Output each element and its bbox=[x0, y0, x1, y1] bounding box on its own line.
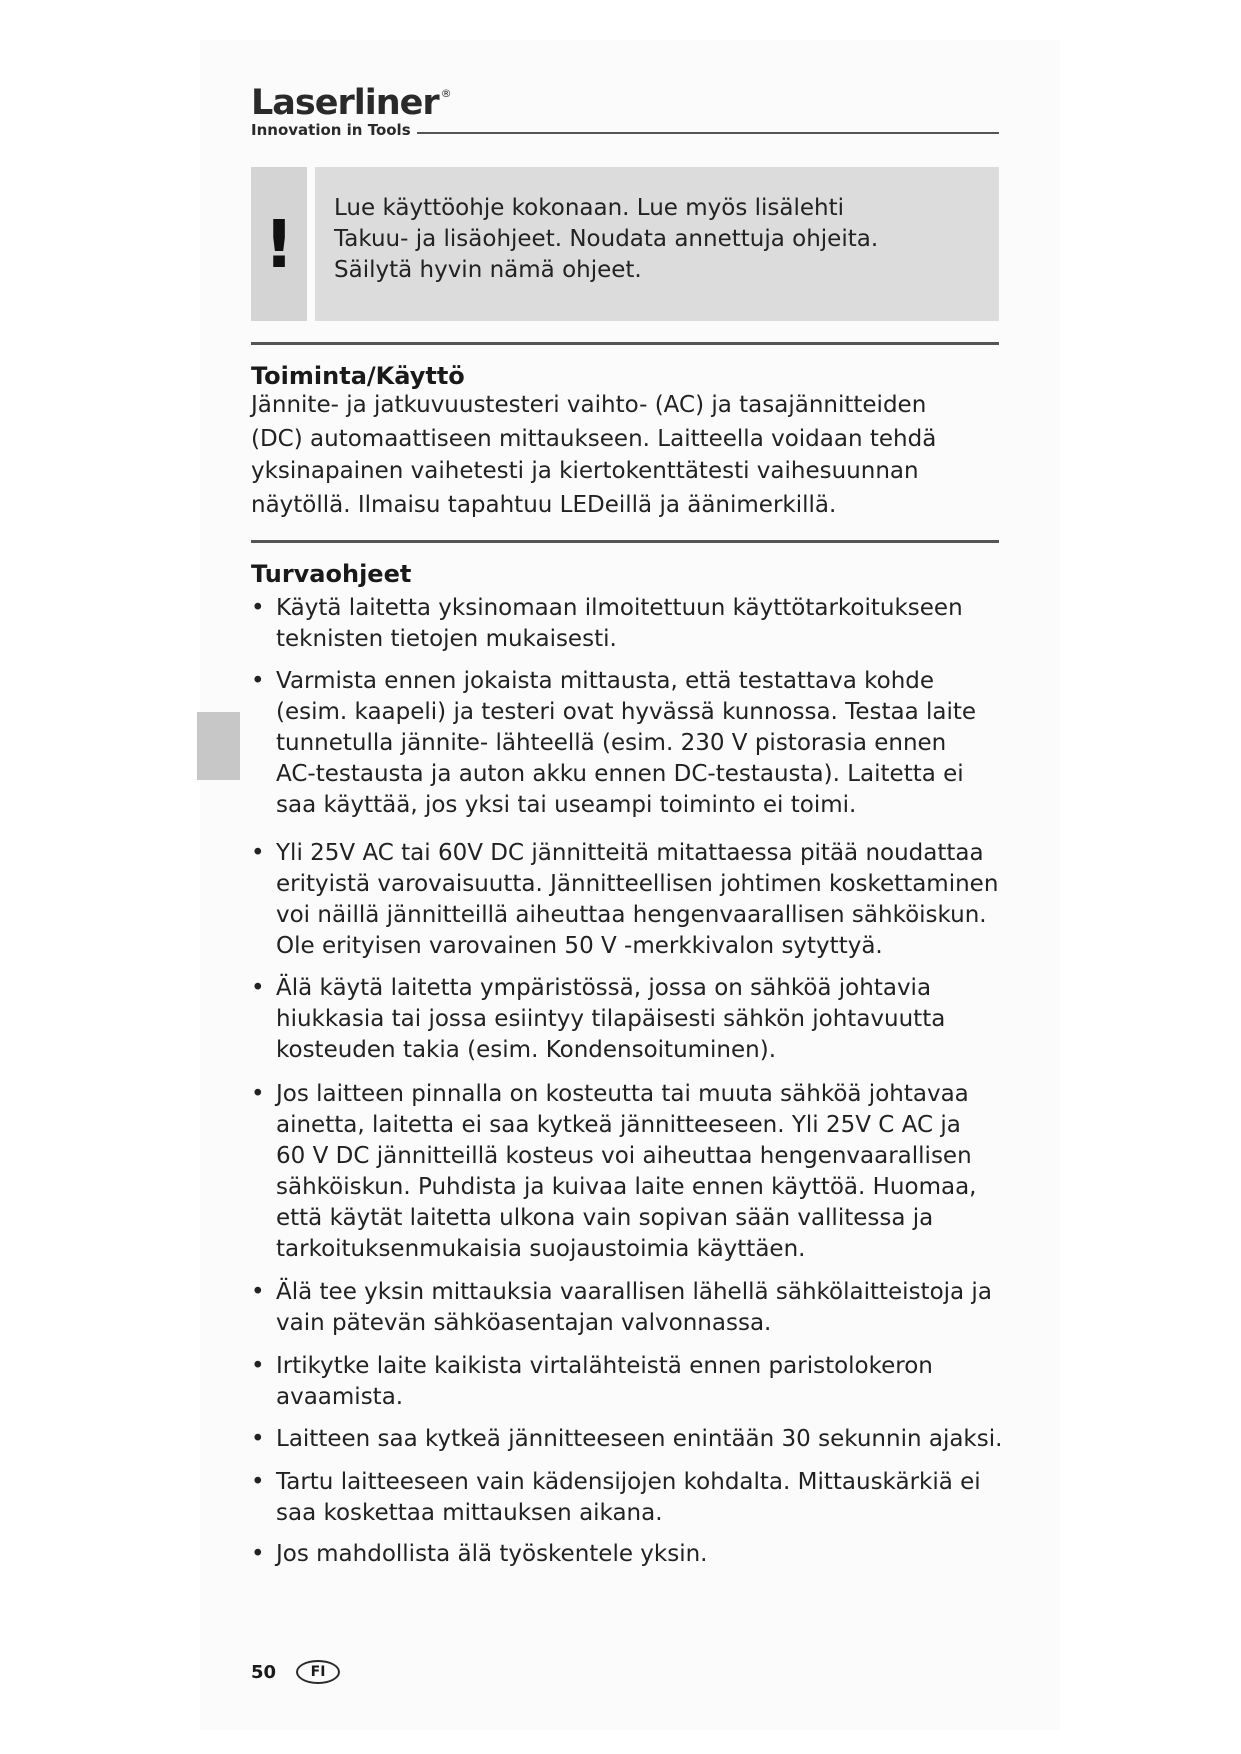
notice-line: Takuu- ja lisäohjeet. Noudata annettuja ohjeita. bbox=[334, 226, 879, 252]
safety-list-item bbox=[251, 973, 1011, 1066]
side-tab-marker bbox=[197, 712, 240, 780]
bullet-icon: • bbox=[251, 1426, 265, 1452]
safety-list-item bbox=[251, 1539, 1011, 1570]
notice-text bbox=[315, 167, 999, 321]
safety-list-item bbox=[251, 838, 1011, 962]
safety-list-item bbox=[251, 1467, 1011, 1529]
safety-item-text: Varmista ennen jokaista mittausta, että testattava kohde (esim. kaapeli) ja testeri ovat hyvässä kunnossa. Testaa laite tunnetulla jännite- lähteellä (esim. 230 V pistorasia ennen AC-testausta ja auton akku ennen DC-testausta). Laitetta ei saa käyttää, jos yksi tai useampi toiminto ei toimi. bbox=[276, 668, 977, 818]
bullet-icon: • bbox=[251, 1541, 265, 1567]
bullet-icon: • bbox=[251, 1279, 265, 1305]
header-rule bbox=[417, 132, 999, 134]
exclamation-icon: ! bbox=[251, 167, 307, 321]
safety-heading: Turvaohjeet bbox=[251, 560, 412, 588]
safety-list-item bbox=[251, 1079, 1011, 1265]
bullet-icon: • bbox=[251, 595, 265, 621]
bullet-icon: • bbox=[251, 975, 265, 1001]
warning-notice bbox=[251, 167, 999, 321]
safety-list-item bbox=[251, 1424, 1011, 1455]
function-text-line: näytöllä. Ilmaisu tapahtuu LEDeillä ja äänimerkillä. bbox=[251, 492, 837, 518]
bullet-icon: • bbox=[251, 840, 265, 866]
safety-item-text: Älä tee yksin mittauksia vaarallisen lähellä sähkölaitteistoja ja vain pätevän sähköasentajan valvonnassa. bbox=[276, 1279, 992, 1336]
section-divider bbox=[251, 342, 999, 345]
safety-list-item bbox=[251, 1277, 1011, 1339]
safety-item-text: Käytä laitetta yksinomaan ilmoitettuun käyttötarkoitukseen teknisten tietojen mukaisesti. bbox=[276, 595, 963, 652]
page-number: 50 bbox=[251, 1661, 277, 1683]
brand-logo bbox=[251, 83, 999, 139]
safety-item-text: Tartu laitteeseen vain kädensijojen kohdalta. Mittauskärkiä ei saa koskettaa mittauksen aikana. bbox=[276, 1469, 981, 1526]
function-text-line: Jännite- ja jatkuvuustesteri vaihto- (AC) ja tasajännitteiden bbox=[251, 392, 927, 418]
safety-list-item bbox=[251, 666, 1011, 821]
notice-line: Lue käyttöohje kokonaan. Lue myös lisälehti bbox=[334, 195, 844, 221]
safety-item-text: Jos mahdollista älä työskentele yksin. bbox=[276, 1541, 708, 1567]
function-text-line: yksinapainen vaihetesti ja kiertokenttätesti vaihesuunnan bbox=[251, 458, 919, 484]
safety-list-item bbox=[251, 593, 1011, 655]
safety-item-text: Irtikytke laite kaikista virtalähteistä ennen paristolokeron avaamista. bbox=[276, 1353, 933, 1410]
bullet-icon: • bbox=[251, 668, 265, 694]
safety-item-text: Yli 25V AC tai 60V DC jännitteitä mitattaessa pitää noudattaa erityistä varovaisuutta. Jännitteellisen johtimen koskettaminen voi näillä jännitteillä aiheuttaa hengenvaarallisen sähköiskun. Ole erityisen varovainen 50 V -merkkivalon sytyttyä. bbox=[276, 840, 999, 959]
page-footer bbox=[251, 1660, 340, 1684]
function-heading: Toiminta/Käyttö bbox=[251, 362, 465, 390]
bullet-icon: • bbox=[251, 1353, 265, 1379]
safety-item-text: Jos laitteen pinnalla on kosteutta tai muuta sähköä johtavaa ainetta, laitetta ei saa kytkeä jännitteeseen. Yli 25V C AC ja 60 V DC jännitteillä kosteus voi aiheuttaa hengenvaarallisen sähköiskun. Puhdista ja kuivaa laite ennen käyttöä. Huomaa, että käytät laitetta ulkona vain sopivan sään vallitessa ja tarkoituksenmukaisia suojaustoimia käyttäen. bbox=[276, 1081, 977, 1262]
brand-tagline: Innovation in Tools bbox=[251, 121, 411, 139]
registered-mark: ® bbox=[440, 87, 451, 100]
safety-item-text: Laitteen saa kytkeä jännitteeseen enintään 30 sekunnin ajaksi. bbox=[276, 1426, 1003, 1452]
language-badge: FI bbox=[296, 1660, 340, 1684]
section-divider bbox=[251, 540, 999, 543]
bullet-icon: • bbox=[251, 1081, 265, 1107]
safety-item-text: Älä käytä laitetta ympäristössä, jossa on sähköä johtavia hiukkasia tai jossa esiintyy tilapäisesti sähkön johtavuutta kosteuden takia (esim. Kondensoituminen). bbox=[276, 975, 946, 1063]
notice-line: Säilytä hyvin nämä ohjeet. bbox=[334, 257, 642, 283]
brand-name: Laserliner bbox=[251, 83, 439, 123]
safety-list-item bbox=[251, 1351, 1011, 1413]
bullet-icon: • bbox=[251, 1469, 265, 1495]
function-text-line: (DC) automaattiseen mittaukseen. Laitteella voidaan tehdä bbox=[251, 426, 937, 452]
